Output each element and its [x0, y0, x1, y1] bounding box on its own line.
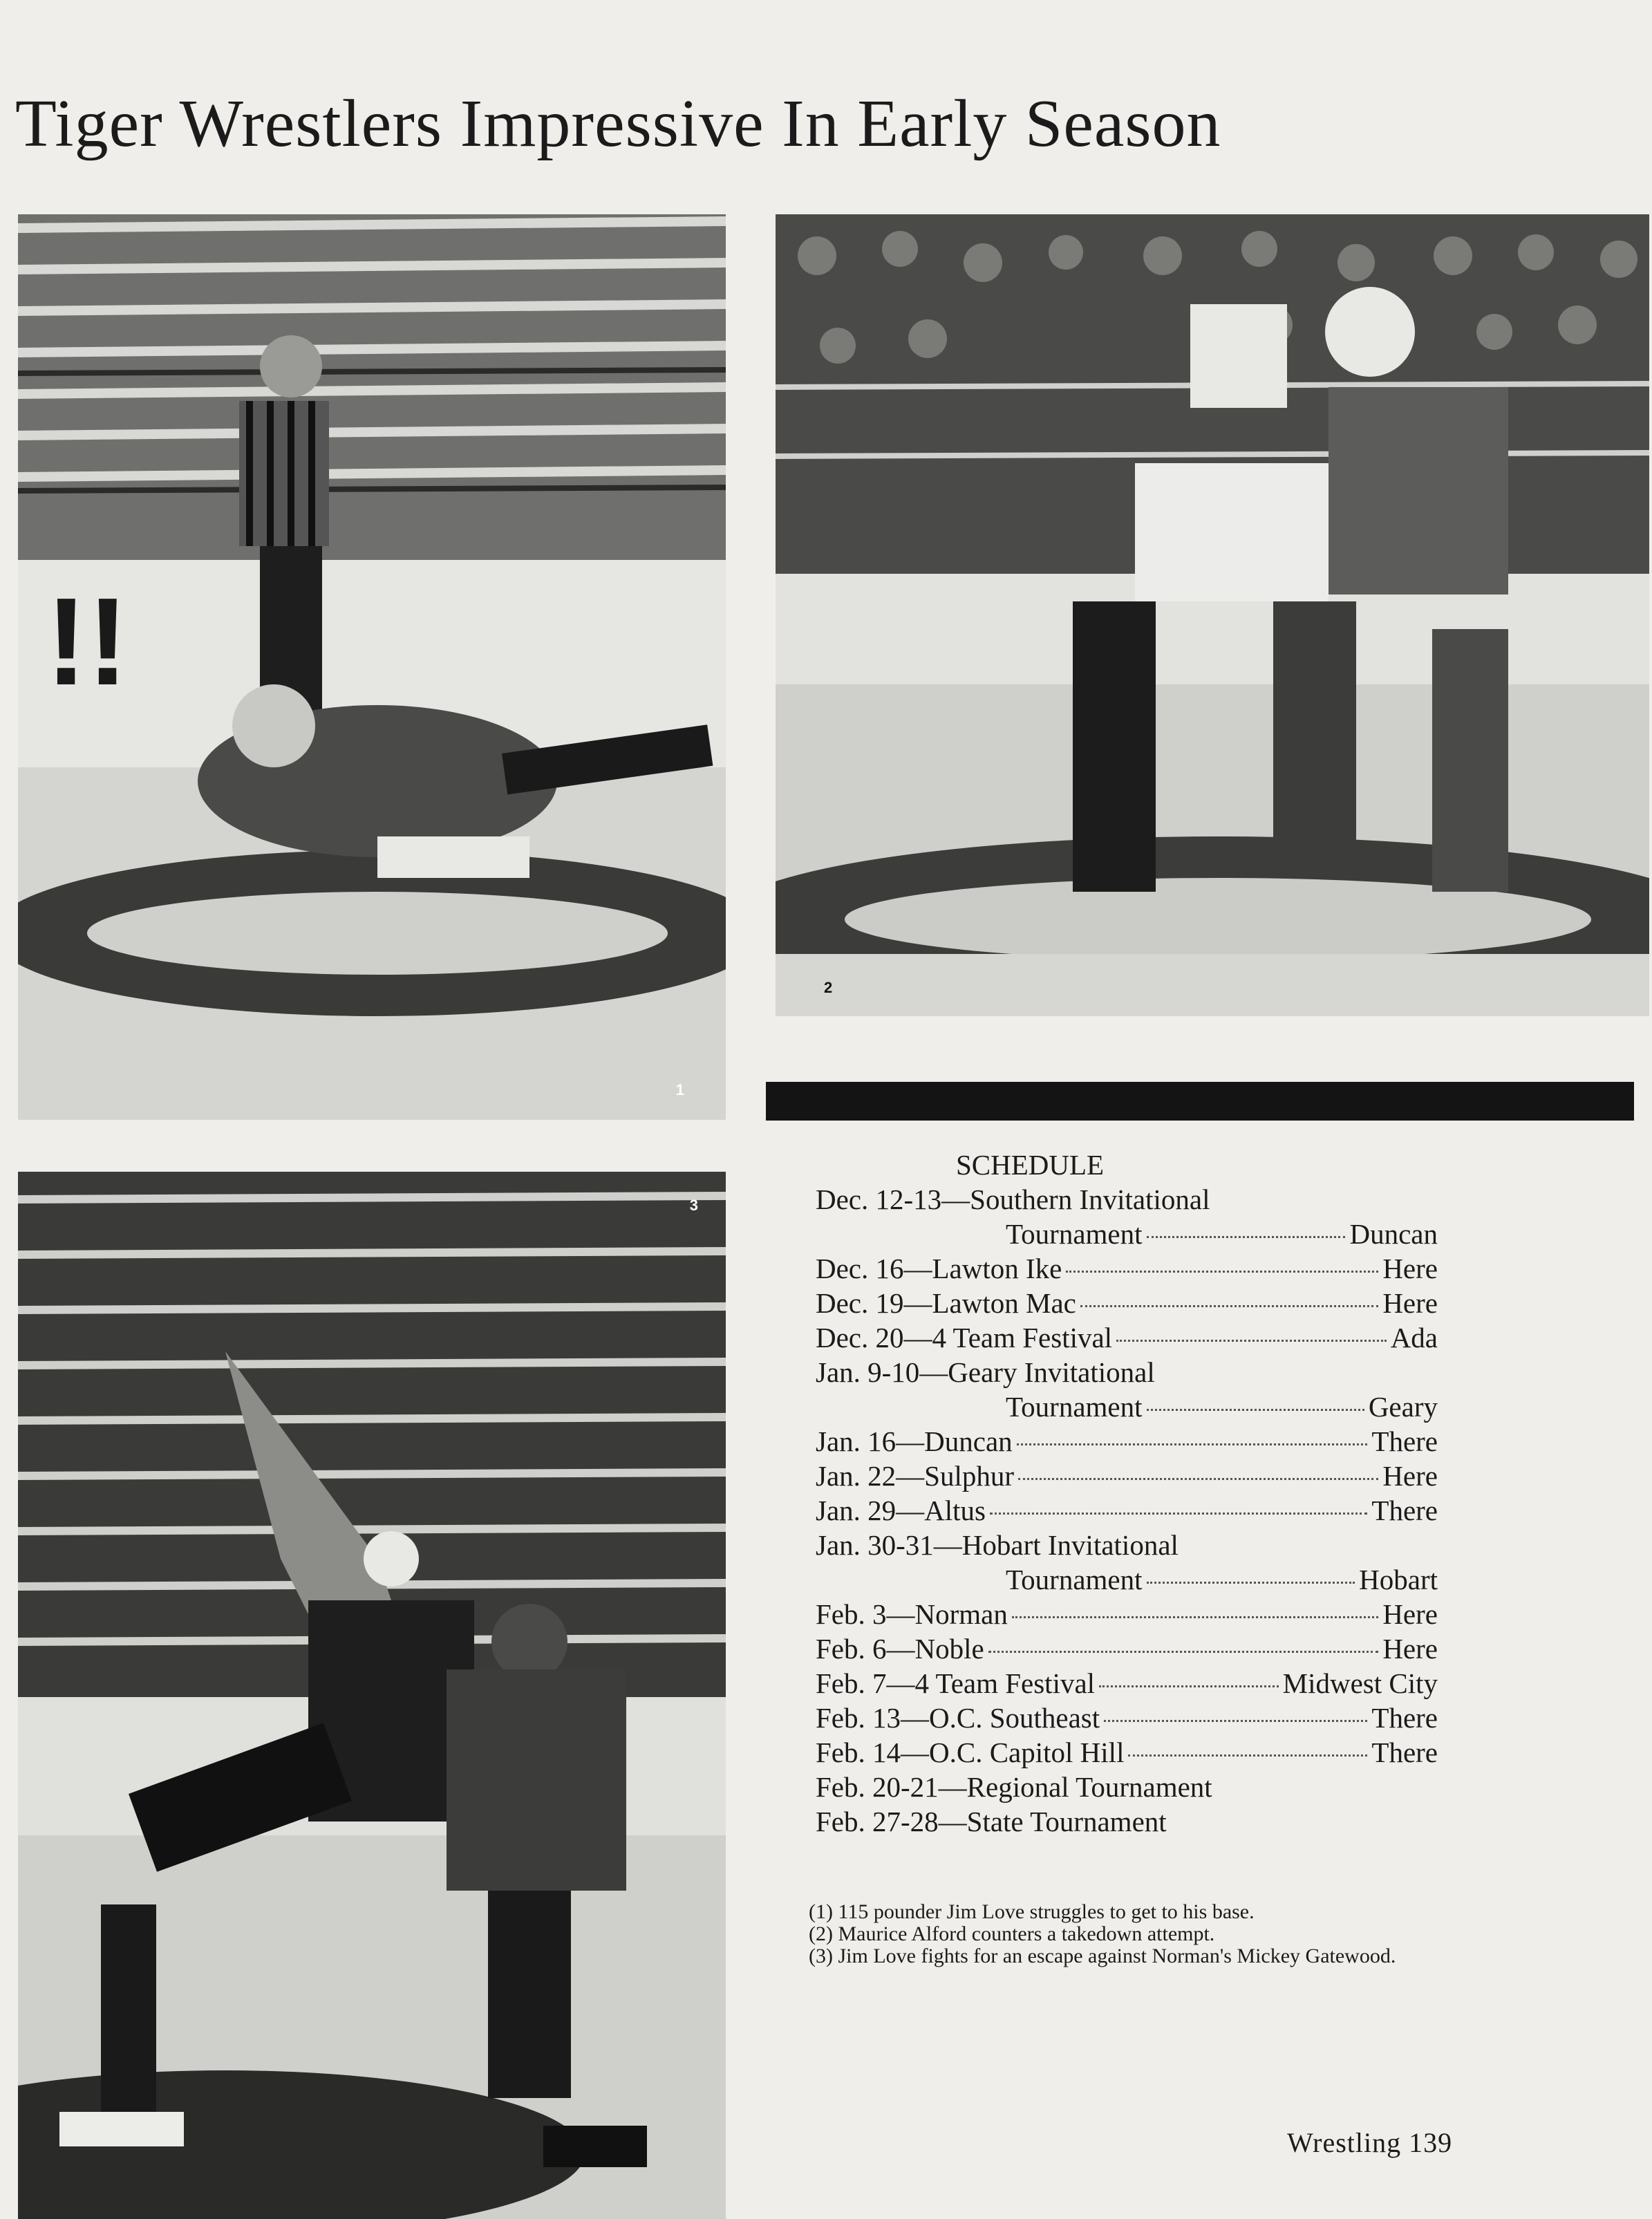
schedule-event: Dec. 20—4 Team Festival — [816, 1322, 1113, 1354]
dot-leader — [1018, 1478, 1378, 1480]
schedule-row — [816, 1424, 1438, 1459]
schedule-row — [816, 1666, 1438, 1701]
schedule-event: Tournament — [1006, 1218, 1143, 1250]
schedule-site: Midwest City — [1282, 1667, 1438, 1699]
schedule-row — [816, 1217, 1438, 1251]
caption-3: (3) Jim Love fights for an escape against Norman's Mickey Gatewood. — [809, 1945, 1396, 1967]
schedule-row — [816, 1631, 1438, 1666]
photo-captions — [809, 1901, 1431, 1967]
schedule-site: Here — [1382, 1287, 1438, 1319]
schedule-row — [816, 1320, 1438, 1355]
dot-leader — [1099, 1685, 1279, 1687]
photo-2-number: 2 — [824, 979, 833, 996]
page-folio: Wrestling 139 — [1287, 2127, 1453, 2158]
schedule-event: Feb. 27-28—State Tournament — [816, 1806, 1167, 1837]
schedule-row — [816, 1389, 1438, 1424]
dot-leader — [988, 1651, 1379, 1653]
schedule-site: There — [1371, 1425, 1438, 1457]
schedule-title: SCHEDULE — [955, 1149, 1105, 1181]
schedule-row — [816, 1493, 1438, 1528]
photo-1-image — [18, 214, 726, 1120]
schedule-event: Tournament — [1006, 1391, 1143, 1423]
schedule-event: Feb. 3—Norman — [816, 1598, 1008, 1630]
schedule-event: Jan. 29—Altus — [816, 1495, 986, 1526]
dot-leader — [1017, 1443, 1368, 1445]
photo-1-wrestling-takedown — [18, 214, 726, 1120]
svg-text:!!: !! — [46, 572, 129, 711]
dot-leader — [1128, 1754, 1367, 1757]
dot-leader — [1147, 1236, 1346, 1238]
schedule-site: There — [1371, 1702, 1438, 1734]
dot-leader — [1147, 1409, 1364, 1411]
dot-leader — [1147, 1582, 1355, 1584]
wrestling-schedule — [816, 1148, 1438, 1839]
caption-2: (2) Maurice Alford counters a takedown attempt. — [809, 1922, 1215, 1945]
schedule-site: Ada — [1390, 1322, 1438, 1354]
schedule-row — [816, 1459, 1438, 1493]
page-headline: Tiger Wrestlers Impressive In Early Season — [15, 86, 1221, 161]
schedule-site: Geary — [1368, 1391, 1438, 1423]
schedule-site: There — [1371, 1736, 1438, 1768]
schedule-event: Feb. 7—4 Team Festival — [816, 1667, 1096, 1699]
photo-2-wrestling-counter — [776, 214, 1649, 1016]
schedule-event: Jan. 16—Duncan — [816, 1425, 1013, 1457]
schedule-event: Feb. 14—O.C. Capitol Hill — [816, 1736, 1125, 1768]
schedule-row — [816, 1355, 1438, 1389]
schedule-row — [816, 1562, 1438, 1597]
schedule-event: Dec. 19—Lawton Mac — [816, 1287, 1076, 1319]
schedule-rows — [816, 1182, 1438, 1839]
schedule-event: Jan. 22—Sulphur — [816, 1460, 1014, 1492]
schedule-row — [816, 1735, 1438, 1770]
schedule-site: Here — [1382, 1598, 1438, 1630]
schedule-site: Here — [1382, 1460, 1438, 1492]
caption-1: (1) 115 pounder Jim Love struggles to get to his base. — [809, 1900, 1255, 1923]
dot-leader — [1104, 1720, 1367, 1722]
schedule-site: Hobart — [1359, 1564, 1438, 1595]
dot-leader — [1080, 1305, 1378, 1307]
schedule-site: Here — [1382, 1253, 1438, 1284]
schedule-site: Here — [1382, 1633, 1438, 1665]
schedule-site: Duncan — [1349, 1218, 1438, 1250]
schedule-row — [816, 1804, 1438, 1839]
photo-3-wrestling-escape — [18, 1172, 726, 2219]
photo-2-image — [776, 214, 1649, 1016]
photo-1-number: 1 — [675, 1081, 684, 1098]
schedule-event: Tournament — [1006, 1564, 1143, 1595]
dot-leader — [1116, 1340, 1387, 1342]
photo-3-number: 3 — [689, 1197, 698, 1214]
photo-3-image — [18, 1172, 726, 2219]
schedule-event: Feb. 6—Noble — [816, 1633, 984, 1665]
schedule-row — [816, 1528, 1438, 1562]
dot-leader — [990, 1513, 1367, 1515]
schedule-row — [816, 1597, 1438, 1631]
schedule-event: Dec. 12-13—Southern Invitational — [816, 1183, 1210, 1215]
schedule-row — [816, 1286, 1438, 1320]
black-divider-bar — [766, 1082, 1634, 1121]
schedule-event: Jan. 9-10—Geary Invitational — [816, 1356, 1155, 1388]
schedule-row — [816, 1701, 1438, 1735]
dot-leader — [1012, 1616, 1378, 1618]
schedule-event: Jan. 30-31—Hobart Invitational — [816, 1529, 1179, 1561]
schedule-row — [816, 1182, 1438, 1217]
schedule-event: Feb. 13—O.C. Southeast — [816, 1702, 1100, 1734]
schedule-row — [816, 1770, 1438, 1804]
schedule-row — [816, 1251, 1438, 1286]
schedule-event: Feb. 20-21—Regional Tournament — [816, 1771, 1212, 1803]
dot-leader — [1066, 1271, 1378, 1273]
schedule-event: Dec. 16—Lawton Ike — [816, 1253, 1062, 1284]
schedule-site: There — [1371, 1495, 1438, 1526]
